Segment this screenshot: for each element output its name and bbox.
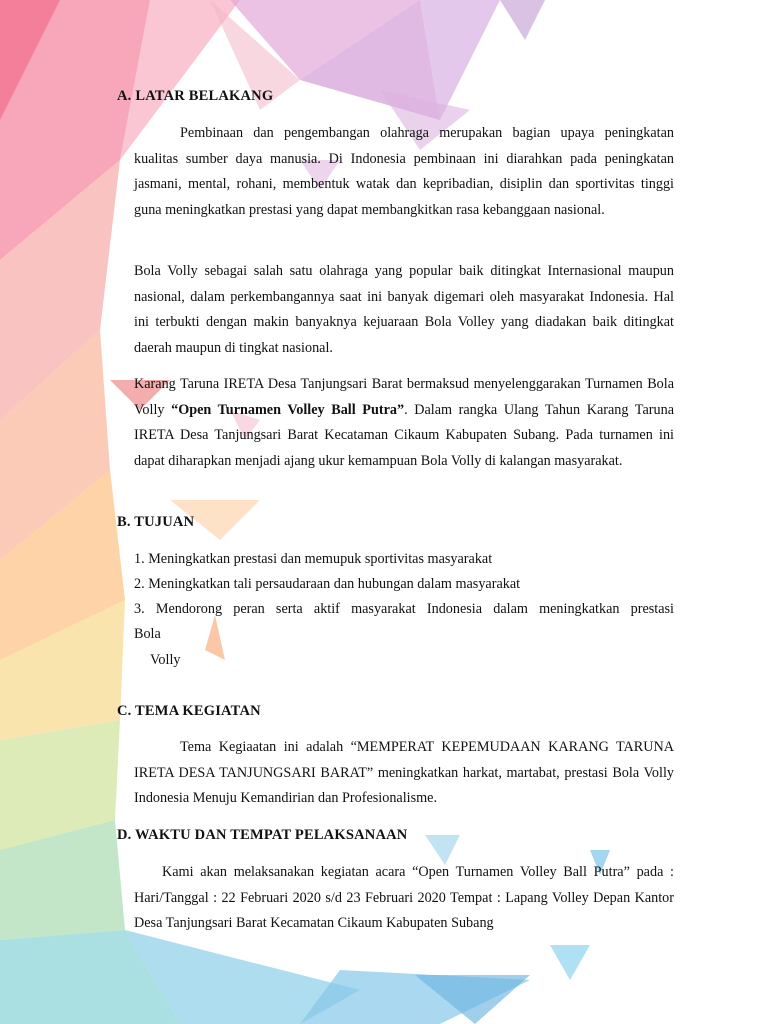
- section-heading-latar-belakang: A. LATAR BELAKANG: [117, 88, 274, 104]
- section-heading-tema-kegiatan: C. TEMA KEGIATAN: [117, 703, 261, 719]
- tujuan-item-1: 1. Meningkatkan prestasi dan memupuk sportivitas masyarakat: [134, 551, 493, 567]
- tujuan-item-3-continued: Bola: [134, 626, 161, 642]
- tujuan-item-2: 2. Meningkatkan tali persaudaraan dan hubungan dalam masyarakat: [134, 576, 521, 592]
- paragraph-3-text-end: . Dalam rangka Ulang Tahun Karang Taruna IRETA Desa Tanjungsari Barat Kecataman Cikaum Kabupaten Subang. Pada turnamen ini dapat diharapkan menjadi ajang ukur kemampuan Bola Volly di kalangan masyarakat.: [134, 401, 674, 469]
- waktu-tempat-paragraph: Kami akan melaksanakan kegiatan acara “Open Turnamen Volley Ball Putra” pada : Hari/Tanggal : 22 Februari 2020 s/d 23 Februari 2020 Tempat : Lapang Volley Depan Kantor Desa Tanjungsari Barat Kecamatan Cikaum Kabupaten Subang: [134, 864, 674, 931]
- section-heading-tujuan: B. TUJUAN: [117, 514, 195, 530]
- tujuan-item-3-continued-2: Volly: [150, 652, 181, 668]
- tujuan-item-3: 3. Mendorong peran serta aktif masyarakat Indonesia dalam meningkatkan prestasi: [134, 601, 674, 617]
- tema-kegiatan-paragraph: Tema Kegiaatan ini adalah “MEMPERAT KEPEMUDAAN KARANG TARUNA IRETA DESA TANJUNGSARI BARAT” meningkatkan harkat, martabat, prestasi Bola Volly Indonesia Menuju Kemandirian dan Profesionalisme.: [134, 739, 674, 806]
- latar-belakang-paragraph-2: Bola Volly sebagai salah satu olahraga yang popular baik ditingkat Internasional maupun nasional, dalam perkembangannya saat ini banyak digemari oleh masyarakat Indonesia. Hal ini terbukti dengan makin banyaknya kejuaraan Bola Volley yang diadakan baik ditingkat daerah maupun di tingkat nasional.: [134, 263, 674, 356]
- event-name-bold: “Open Turnamen Volley Ball Putra”: [171, 401, 405, 418]
- section-heading-waktu-tempat: D. WAKTU DAN TEMPAT PELAKSANAAN: [117, 827, 408, 843]
- latar-belakang-paragraph-1: Pembinaan dan pengembangan olahraga merupakan bagian upaya peningkatan kualitas sumber daya manusia. Di Indonesia pembinaan ini diarahkan pada peningkatan jasmani, mental, rohani, membentuk watak dan kepribadian, disiplin dan sportivitas tinggi guna meningkatkan prestasi yang dapat membangkitkan rasa kebanggaan nasional.: [134, 125, 674, 218]
- latar-belakang-paragraph-3: [134, 372, 674, 474]
- paragraph-3-text-start: Karang Taruna IRETA Desa Tanjungsari Barat bermaksud menyelenggarakan Turnamen Bola Volly: [134, 376, 674, 418]
